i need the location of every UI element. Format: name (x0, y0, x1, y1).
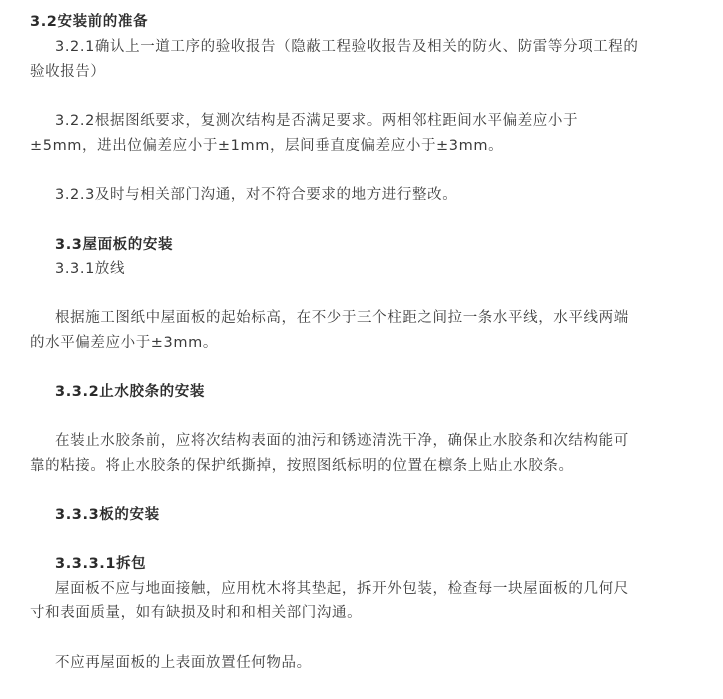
paragraph-3-3-1-line-1: 根据施工图纸中屋面板的起始标高，在不少于三个柱距之间拉一条水平线，水平线两端 (55, 310, 629, 326)
subheading-3-3-1: 3.3.1放线 (55, 261, 126, 277)
paragraph-3-3-1-line-2: 的水平偏差应小于±3mm。 (30, 335, 218, 351)
heading-3-3-3: 3.3.3板的安装 (55, 507, 160, 523)
paragraph-3-2-1-line-2: 验收报告） (30, 64, 106, 80)
paragraph-3-2-1-line-1: 3.2.1确认上一道工序的验收报告（隐蔽工程验收报告及相关的防火、防雷等分项工程的 (55, 39, 639, 55)
paragraph-3-3-2-line-1: 在装止水胶条前，应将次结构表面的油污和锈迹清洗干净，确保止水胶条和次结构能可 (55, 433, 629, 449)
heading-3-3: 3.3屋面板的安装 (55, 237, 174, 253)
paragraph-3-3-3-1-note: 不应再屋面板的上表面放置任何物品。 (55, 655, 312, 671)
paragraph-3-2-2-line-1: 3.2.2根据图纸要求，复测次结构是否满足要求。两相邻柱距间水平偏差应小于 (55, 113, 579, 129)
heading-3-3-3-1: 3.3.3.1拆包 (55, 556, 147, 572)
paragraph-3-3-2-line-2: 靠的粘接。将止水胶条的保护纸撕掉，按照图纸标明的位置在檩条上贴止水胶条。 (30, 458, 574, 474)
paragraph-3-2-3: 3.2.3及时与相关部门沟通，对不符合要求的地方进行整改。 (55, 187, 458, 203)
paragraph-3-3-3-1-line-1: 屋面板不应与地面接触，应用枕木将其垫起，拆开外包装，检查每一块屋面板的几何尺 (55, 581, 629, 597)
heading-3-3-2: 3.3.2止水胶条的安装 (55, 384, 205, 400)
paragraph-3-3-3-1-line-2: 寸和表面质量，如有缺损及时和和相关部门沟通。 (30, 605, 363, 621)
paragraph-3-2-2-line-2: ±5mm，进出位偏差应小于±1mm，层间垂直度偏差应小于±3mm。 (30, 138, 504, 154)
heading-3-2: 3.2安装前的准备 (30, 14, 149, 30)
